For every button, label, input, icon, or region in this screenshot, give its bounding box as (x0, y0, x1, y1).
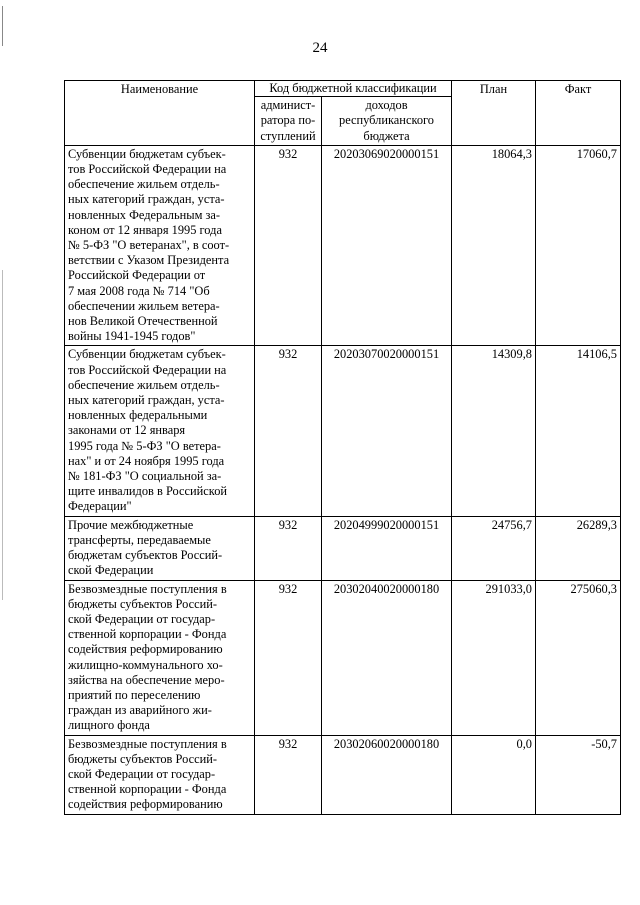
row-name: Безвозмездные поступления в бюджеты субъектов Россий- ской Федерации от государ- ственной корпорации - Фонда содействия реформированию жилищно-коммунального хо- зяйства на обеспечение меро- приятий по переселению граждан из аварийного жи- лищного фонда (65, 580, 255, 735)
row-admin-code: 932 (255, 516, 322, 580)
header-fact: Факт (536, 81, 621, 146)
page-number: 24 (312, 40, 328, 56)
row-revenue-code: 20204999020000151 (322, 516, 452, 580)
row-fact: -50,7 (536, 735, 621, 814)
header-code-group: Код бюджетной классификации (255, 81, 452, 97)
header-name: Наименование (65, 81, 255, 146)
row-name: Субвенции бюджетам субъек- тов Российской Федерации на обеспечение жильем отдель- ных категорий граждан, уста- новленных Федеральным за- коном от 12 января 1995 года № 5-ФЗ "О ветеранах", в соот- ветствии с Указом Президента Российской Федерации от 7 мая 2008 года № 714 "Об обеспечении жильем ветера- нов Великой Отечественной войны 1941-1945 годов" (65, 145, 255, 346)
row-plan: 14309,8 (452, 346, 536, 516)
row-fact: 17060,7 (536, 145, 621, 346)
table-row (65, 580, 621, 735)
row-revenue-code: 20302040020000180 (322, 580, 452, 735)
table-header-row-1 (65, 81, 621, 97)
budget-table (64, 80, 621, 815)
table-row (65, 346, 621, 516)
scan-mark-mid (2, 270, 3, 600)
row-name: Безвозмездные поступления в бюджеты субъектов Россий- ской Федерации от государ- ственной корпорации - Фонда содействия реформированию (65, 735, 255, 814)
row-admin-code: 932 (255, 145, 322, 346)
row-revenue-code: 20203070020000151 (322, 346, 452, 516)
row-admin-code: 932 (255, 735, 322, 814)
table-row (65, 145, 621, 346)
row-plan: 18064,3 (452, 145, 536, 346)
table-row (65, 516, 621, 580)
row-admin-code: 932 (255, 580, 322, 735)
row-name: Субвенции бюджетам субъек- тов Российской Федерации на обеспечение жильем отдель- ных категорий граждан, уста- новленных федеральными законами от 12 января 1995 года № 5-ФЗ "О ветера- нах" и от 24 ноября 1995 года № 181-ФЗ "О социальной за- щите инвалидов в Российской Федерации" (65, 346, 255, 516)
row-plan: 24756,7 (452, 516, 536, 580)
row-plan: 291033,0 (452, 580, 536, 735)
row-fact: 14106,5 (536, 346, 621, 516)
header-plan: План (452, 81, 536, 146)
header-admin: админист- ратора по- ступлений (255, 97, 322, 146)
table-row (65, 735, 621, 814)
row-plan: 0,0 (452, 735, 536, 814)
row-revenue-code: 20302060020000180 (322, 735, 452, 814)
row-fact: 26289,3 (536, 516, 621, 580)
row-admin-code: 932 (255, 346, 322, 516)
row-name: Прочие межбюджетные трансферты, передаваемые бюджетам субъектов Россий- ской Федерации (65, 516, 255, 580)
row-fact: 275060,3 (536, 580, 621, 735)
row-revenue-code: 20203069020000151 (322, 145, 452, 346)
header-revenue: доходов республиканского бюджета (322, 97, 452, 146)
